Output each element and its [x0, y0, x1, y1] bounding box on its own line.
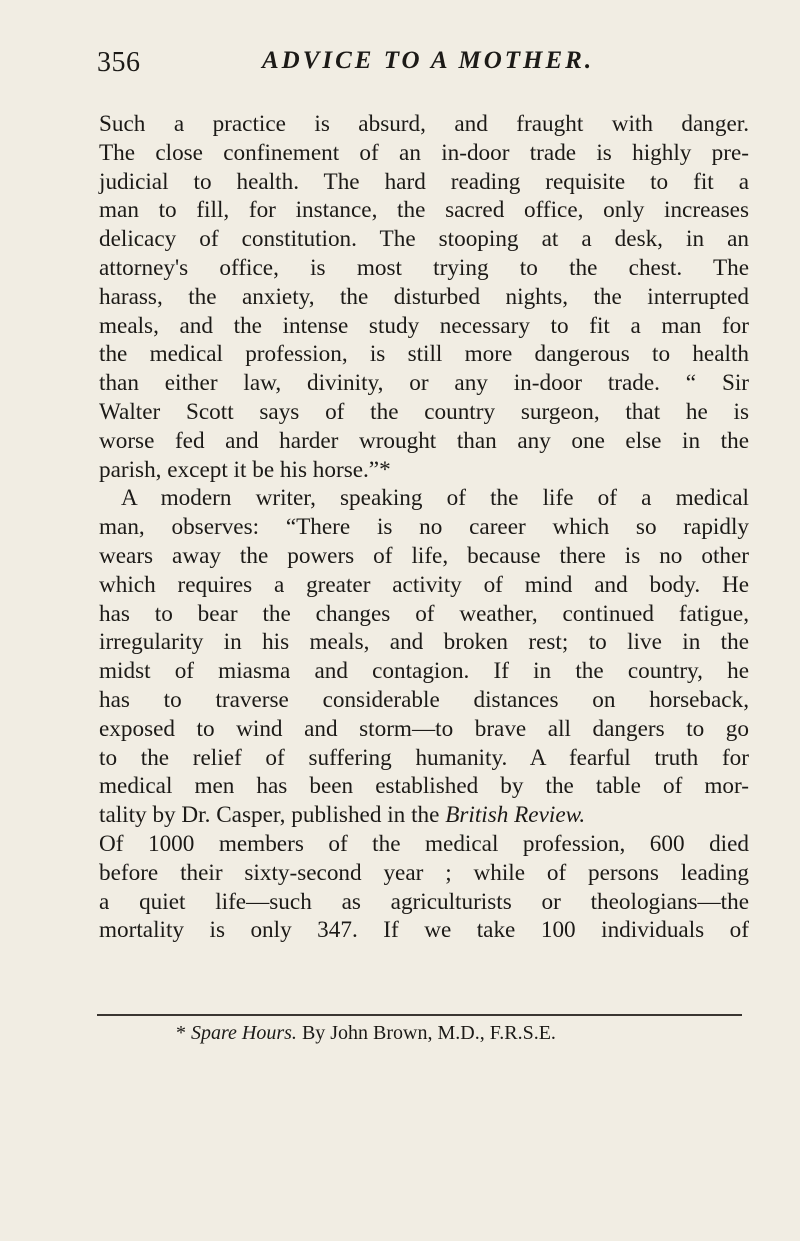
text-line: has to traverse considerable distances on horseback,	[99, 686, 749, 713]
text-line: to the relief of suffering humanity. A fearful truth for	[99, 744, 749, 771]
text-line: wears away the powers of life, because there is no other	[99, 542, 749, 569]
running-head: ADVICE TO A MOTHER.	[262, 47, 595, 74]
text-line: man to fill, for instance, the sacred office, only increases	[99, 197, 749, 224]
text-line: irregularity in his meals, and broken rest; to live in the	[99, 629, 749, 656]
journal-title: British Review.	[445, 802, 586, 829]
text-line: harass, the anxiety, the disturbed nights, the interrupted	[99, 283, 749, 310]
footnote-text: By John Brown, M.D., F.R.S.E.	[296, 1022, 556, 1044]
text-line: medical men has been established by the table of mor-	[99, 773, 749, 800]
body-text	[99, 110, 749, 945]
text-line: exposed to wind and storm—to brave all dangers to go	[99, 715, 749, 742]
text-line: Such a practice is absurd, and fraught with danger.	[99, 111, 749, 137]
text-line: midst of miasma and contagion. If in the country, he	[99, 658, 749, 685]
text-line: attorney's office, is most trying to the chest. The	[99, 254, 749, 281]
text-line: a quiet life—such as agriculturists or theologians—the	[99, 888, 749, 915]
text-line: the medical profession, is still more dangerous to health	[99, 341, 749, 368]
text-line: The close confinement of an in-door trade is highly pre-	[99, 139, 749, 166]
text-line: mortality is only 347. If we take 100 individuals of	[99, 917, 749, 944]
text-line: has to bear the changes of weather, continued fatigue,	[99, 600, 749, 627]
text-line: Of 1000 members of the medical profession, 600 died	[99, 830, 749, 857]
text-line: judicial to health. The hard reading requisite to fit a	[99, 168, 749, 195]
text-line: before their sixty-second year ; while of persons leading	[99, 859, 749, 886]
page-number: 356	[97, 47, 141, 78]
text-line: Walter Scott says of the country surgeon, that he is	[99, 398, 749, 425]
text-line: delicacy of constitution. The stooping at a desk, in an	[99, 226, 749, 253]
footnote-marker: *	[176, 1022, 191, 1044]
text-line	[99, 801, 749, 830]
text-line: parish, except it be his horse.”*	[99, 456, 391, 483]
text-line: worse fed and harder wrought than any one else in the	[99, 427, 749, 454]
text-line: man, observes: “There is no career which so rapidly	[99, 514, 749, 541]
text-line-start: tality by Dr. Casper, published in the	[99, 802, 440, 829]
footnote	[176, 1022, 556, 1045]
text-line: meals, and the intense study necessary to fit a man for	[99, 312, 749, 339]
footnote-title: Spare Hours.	[191, 1022, 297, 1044]
text-line: which requires a greater activity of mind and body. He	[99, 571, 749, 598]
text-line: A modern writer, speaking of the life of a medical	[121, 485, 749, 512]
footnote-divider	[97, 1014, 742, 1016]
text-line: than either law, divinity, or any in-door trade. “ Sir	[99, 370, 749, 397]
